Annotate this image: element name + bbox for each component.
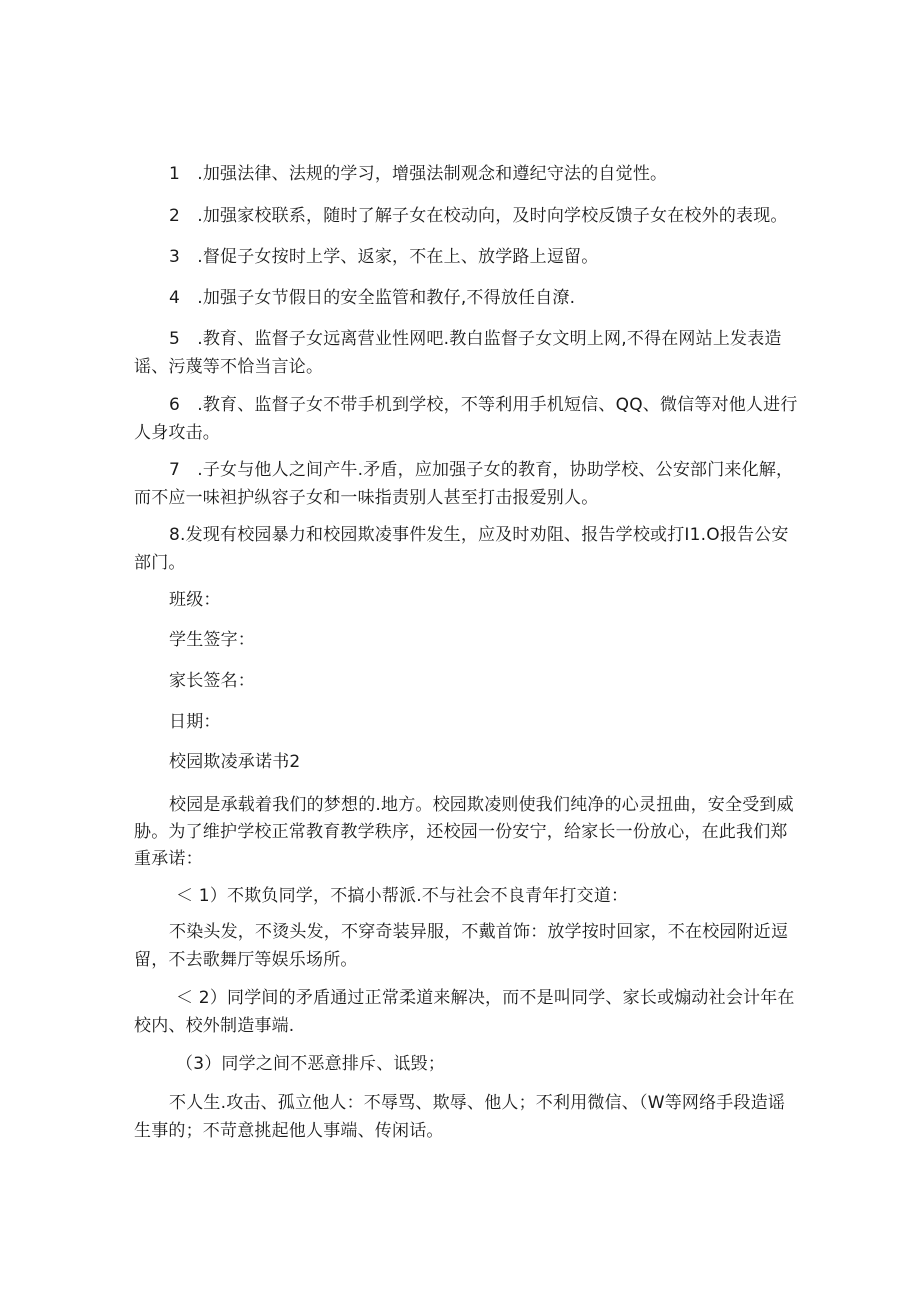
list-item-4: 4 .加强子女节假日的安全监管和教仔,不得放任自潦. <box>169 288 576 308</box>
list-item-6-line-2: 人身攻击。 <box>134 423 220 443</box>
pledge-1: ＜ 1）不欺负同学，不搞小帮派.不与社会不良青年打交道： <box>176 886 629 906</box>
pledge-3-detail-line-1: 不人生.攻击、孤立他人：不辱骂、欺辱、他人；不利用微信、（W等网络手段造谣 <box>169 1093 786 1113</box>
class-label: 班级： <box>169 590 221 610</box>
pledge-1-detail-line-1: 不染头发，不烫头发，不穿奇装异服，不戴首饰：放学按时回家，不在校园附近逗 <box>169 922 789 942</box>
list-item-7-line-1: 7 .子女与他人之间产牛.矛盾，应加强子女的教育，协助学校、公安部门来化解， <box>169 460 794 480</box>
date-label: 日期： <box>169 712 221 732</box>
list-item-8-line-2: 部门。 <box>134 553 186 573</box>
pledge-3-detail-line-2: 生事的；不苛意挑起他人事端、传闲话。 <box>134 1121 444 1141</box>
list-item-6-line-1: 6 .教育、监督子女不带手机到学校，不等利用手机短信、QQ、微信等对他人进行 <box>169 395 798 415</box>
list-item-7-line-2: 而不应一味袒护纵容子女和一味指责别人甚至打击报爱别人。 <box>134 488 599 508</box>
list-item-8-line-1: 8.发现有校园暴力和校园欺凌事件发生，应及时劝阻、报告学校或打I1.O报告公安 <box>169 525 789 545</box>
list-item-3: 3 .督促子女按时上学、返家，不在上、放学路上逗留。 <box>169 247 599 267</box>
intro-line-3: 重承诺： <box>134 849 203 869</box>
parent-signature-label: 家长签名： <box>169 671 255 691</box>
student-signature-label: 学生签字： <box>169 630 255 650</box>
intro-line-1: 校园是承载着我们的梦想的.地方。校园欺凌则使我们纯净的心灵扭曲，安全受到威 <box>169 795 794 815</box>
pledge-2-line-2: 校内、校外制造事端. <box>134 1016 295 1036</box>
pledge-2-line-1: ＜ 2）同学间的矛盾通过正常柔道来解决，而不是叫同学、家长或煽动社会计年在 <box>176 988 795 1008</box>
pledge-3: （3）同学之间不恶意排斥、诋毁； <box>176 1054 446 1074</box>
intro-line-2: 胁。为了维护学校正常教育教学秩序，还校园一份安宁，给家长一份放心，在此我们郑 <box>134 822 788 842</box>
list-item-5-line-1: 5 .教育、监督子女远离营业性网吧.教白监督子女文明上网,不得在网站上发表造 <box>169 329 782 349</box>
list-item-1: 1 .加强法律、法规的学习，增强法制观念和遵纪守法的自觉性。 <box>169 164 668 184</box>
section-title: 校园欺凌承诺书2 <box>169 752 301 772</box>
pledge-1-detail-line-2: 留，不去歌舞厅等娱乐场所。 <box>134 950 358 970</box>
list-item-2: 2 .加强家校联系，随时了解子女在校动向，及时向学校反馈子女在校外的表现。 <box>169 206 788 226</box>
list-item-5-line-2: 谣、污蔑等不恰当言论。 <box>134 357 324 377</box>
